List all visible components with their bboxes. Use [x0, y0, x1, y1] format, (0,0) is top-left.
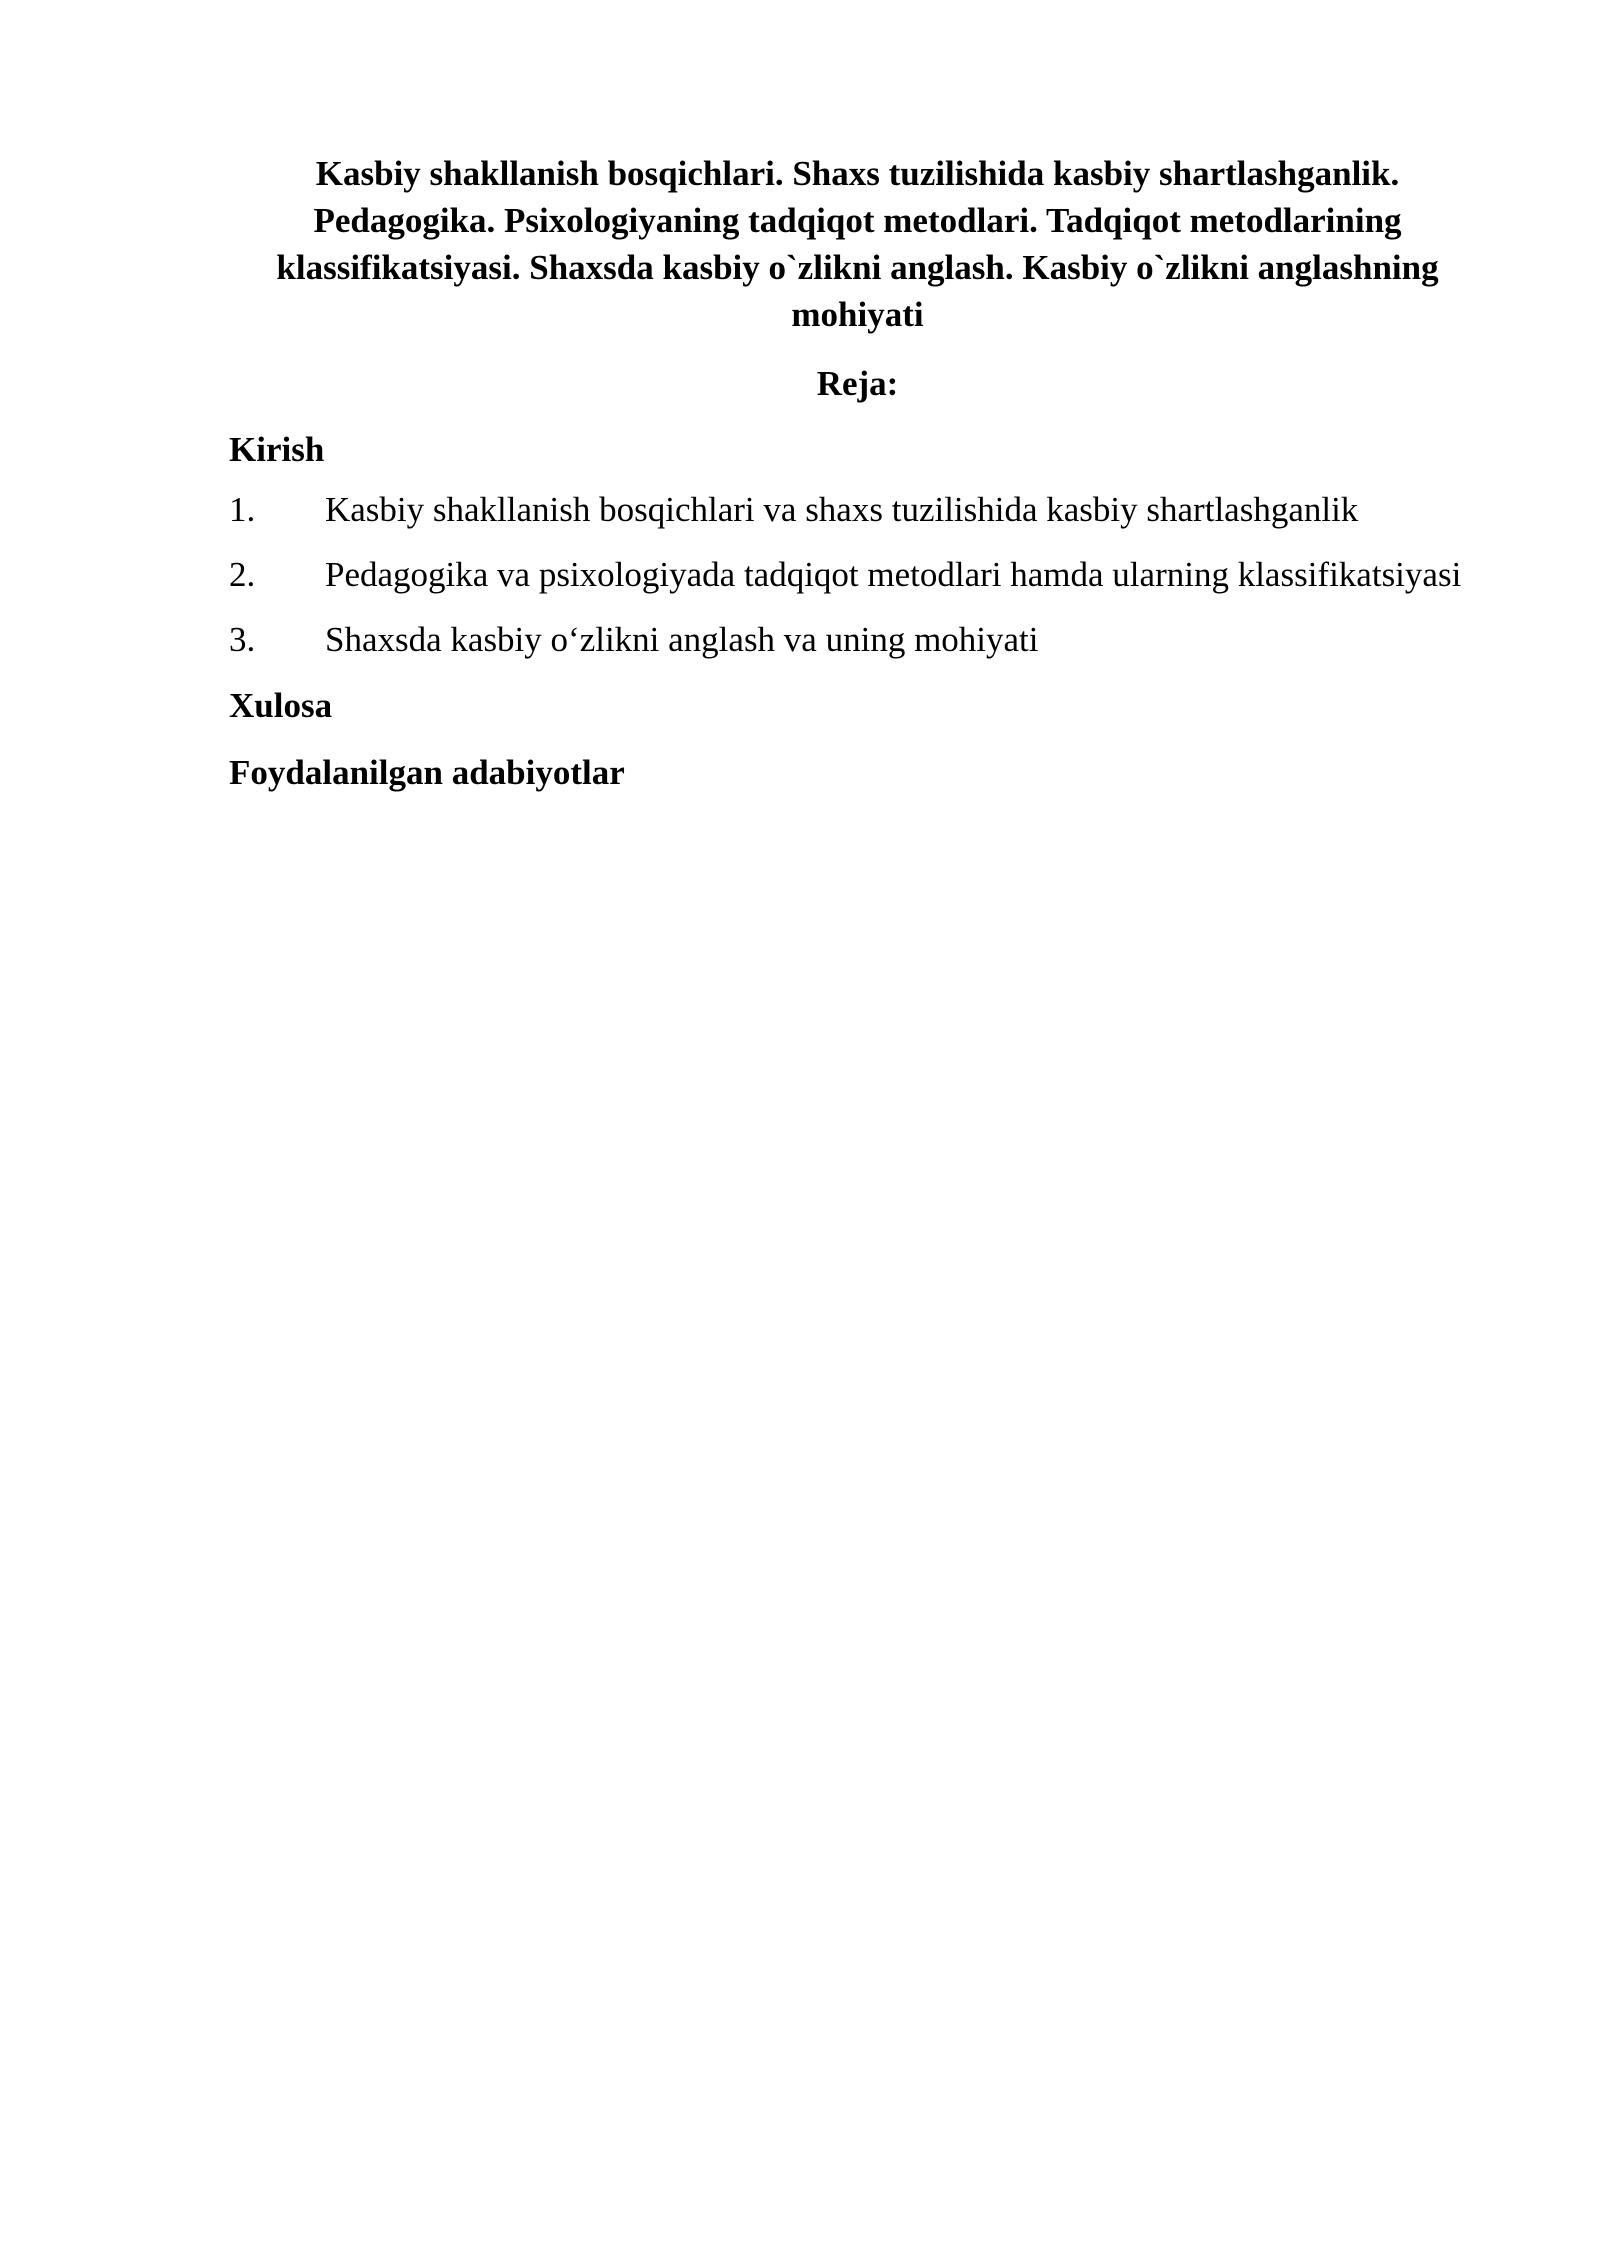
intro-label: Kirish — [229, 430, 325, 469]
plan-item-number: 2. — [229, 555, 256, 594]
plan-item-text: Kasbiy shakllanish bosqichlari va shaxs tuzilishida kasbiy shartlashganlik — [325, 490, 1359, 529]
plan-list — [229, 477, 1486, 672]
references-label: Foydalanilgan adabiyotlar — [229, 753, 625, 792]
plan-item-text: Shaxsda kasbiy o‘zlikni anglash va uning mohiyati — [325, 620, 1039, 659]
plan-item-number: 1. — [229, 490, 256, 529]
plan-heading: Reja: — [816, 364, 899, 403]
plan-item — [229, 607, 1486, 672]
conclusion-label: Xulosa — [229, 686, 333, 725]
document-title: Kasbiy shakllanish bosqichlari. Shaxs tuzilishida kasbiy shartlashganlik. Pedagogika. Psixologiyaning tadqiqot metodlari. Tadqiqot metodlarining klassifikatsiyasi. Shaxsda kasbiy o`zlikni anglash. Kasbiy o`zlikni anglashning mohiyati — [276, 154, 1439, 334]
plan-item — [229, 542, 1486, 607]
page-content — [229, 150, 1486, 796]
plan-item-number: 3. — [229, 620, 256, 659]
plan-item-text: Pedagogika va psixologiyada tadqiqot metodlari hamda ularning klassifikatsiyasi — [325, 555, 1462, 594]
plan-item — [229, 477, 1486, 542]
